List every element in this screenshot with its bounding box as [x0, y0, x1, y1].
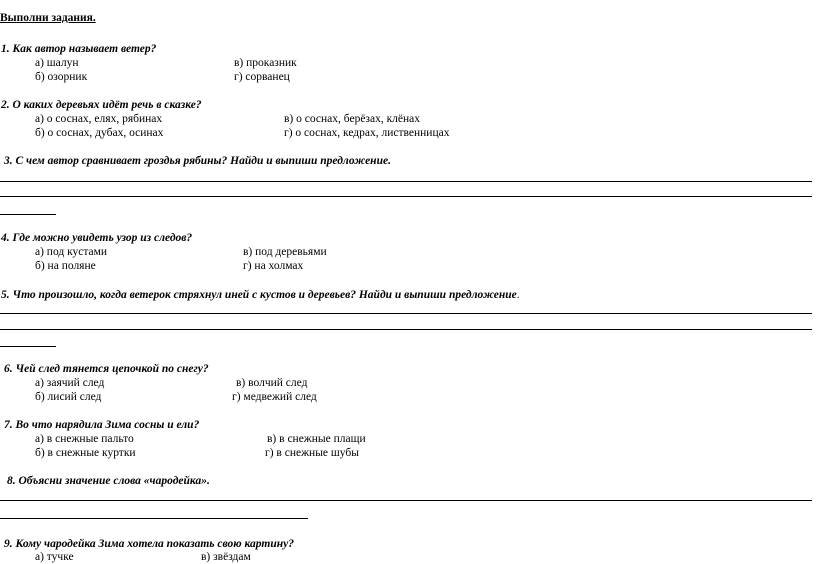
q6-option-a: а) заячий след: [35, 377, 105, 389]
question-6: 6. Чей след тянется цепочкой по снегу?: [4, 363, 209, 375]
q2-option-a: а) о соснах, елях, рябинах: [35, 113, 163, 125]
answer-line-short: [0, 214, 56, 215]
q6-option-b: б) лисий след: [35, 391, 102, 403]
answer-line: [0, 500, 812, 501]
q1-option-b: б) озорник: [35, 71, 88, 83]
q6-option-c: в) волчий след: [236, 377, 308, 389]
question-3: 3. С чем автор сравнивает гроздья рябины? Найди и выпиши предложение.: [4, 155, 391, 167]
q4-option-b: б) на поляне: [35, 260, 96, 272]
answer-line: [0, 196, 812, 197]
question-4: 4. Где можно увидеть узор из следов?: [1, 232, 193, 244]
q2-option-c: в) о соснах, берёзах, клёнах: [284, 113, 421, 125]
answer-line: [0, 329, 812, 330]
answer-line: [0, 181, 812, 182]
page-title: Выполни задания.: [0, 12, 96, 24]
q7-option-a: а) в снежные пальто: [35, 433, 134, 445]
question-5: [1, 289, 520, 302]
question-5-text: 5. Что произошло, когда ветерок стряхнул иней с кустов и деревьев? Найди и выпиши предложение: [1, 289, 517, 301]
question-7: 7. Во что нарядила Зима сосны и ели?: [4, 419, 200, 431]
q1-option-c: в) проказник: [234, 57, 297, 69]
answer-line-short: [0, 518, 308, 519]
q7-option-b: б) в снежные куртки: [35, 447, 136, 459]
q2-option-b: б) о соснах, дубах, осинах: [35, 127, 164, 139]
question-2: 2. О каких деревьях идёт речь в сказке?: [1, 99, 202, 111]
q4-option-d: г) на холмах: [243, 260, 304, 272]
question-1: 1. Как автор называет ветер?: [1, 43, 157, 55]
answer-line-short: [0, 346, 56, 347]
q2-option-d: г) о соснах, кедрах, лиственницах: [284, 127, 450, 139]
q9-option-a: а) тучке: [35, 551, 74, 563]
q7-option-d: г) в снежные шубы: [265, 447, 359, 459]
answer-line: [0, 313, 812, 314]
q6-option-d: г) медвежий след: [232, 391, 317, 403]
q4-option-a: а) под кустами: [35, 246, 108, 258]
q1-option-a: а) шалун: [35, 57, 79, 69]
question-9: 9. Кому чародейка Зима хотела показать свою картину?: [4, 538, 294, 550]
q4-option-c: в) под деревьями: [243, 246, 327, 258]
question-8: 8. Объясни значение слова «чародейка».: [7, 475, 210, 487]
q9-option-c: в) звёздам: [201, 551, 251, 563]
question-5-dot: .: [516, 289, 520, 301]
q1-option-d: г) сорванец: [234, 71, 290, 83]
q7-option-c: в) в снежные плащи: [267, 433, 366, 445]
